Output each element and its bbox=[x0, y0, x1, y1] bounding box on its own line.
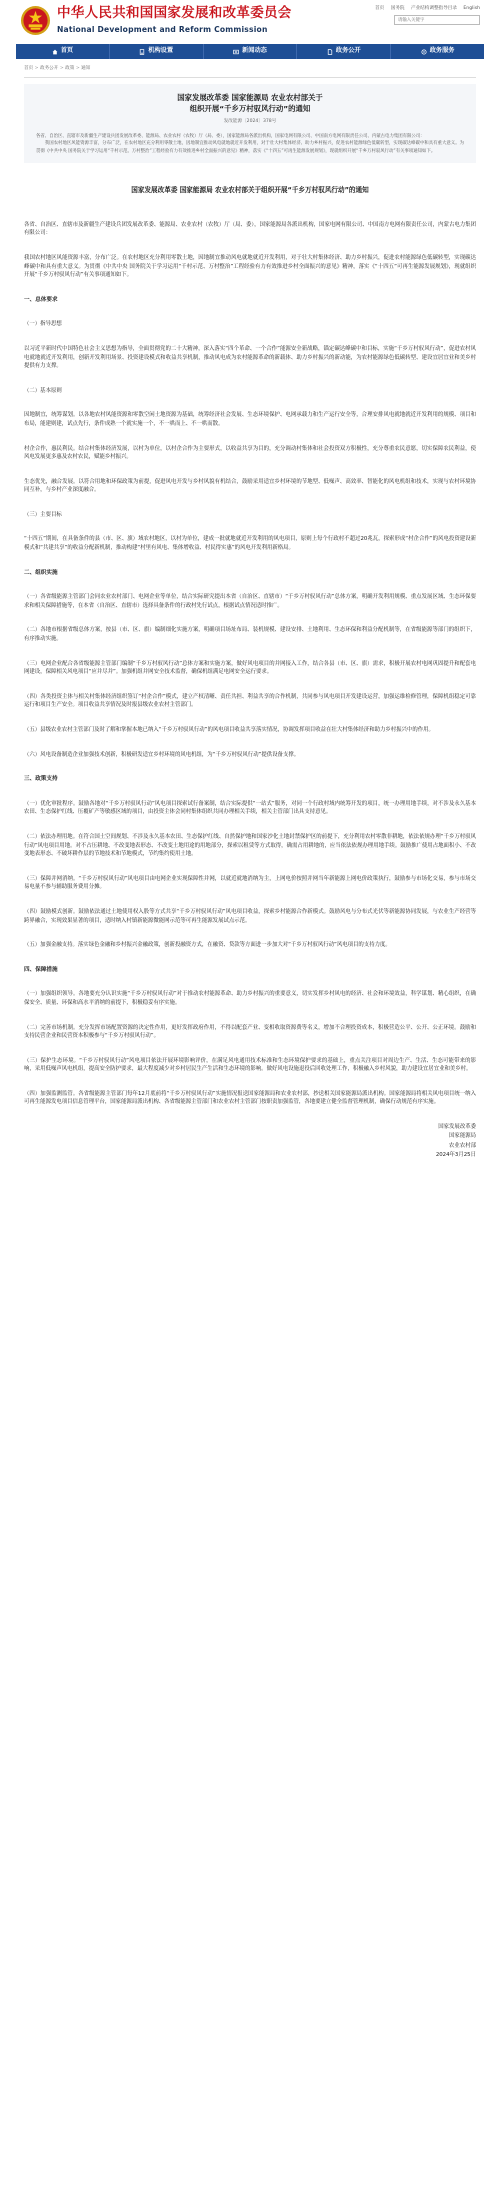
signature-date: 2024年3月25日 bbox=[435, 1152, 476, 1159]
nav-item-label: 机构设置 bbox=[148, 47, 174, 55]
summary-title-line: 国家发展改革委 国家能源局 农业农村部关于 bbox=[177, 92, 323, 102]
search-input[interactable] bbox=[394, 15, 480, 25]
subsection-heading: （一）指导思想 bbox=[24, 321, 62, 328]
nav-item-label: 政务公开 bbox=[335, 47, 361, 55]
service-icon bbox=[421, 49, 427, 55]
nav-item-gov-info[interactable] bbox=[297, 44, 391, 59]
article-paragraph: （二）完善市场机制。充分发挥市场配置资源的决定性作用，更好发挥政府作用，不得以配套产业、变相收取资源费等名义，增加不合理投资成本，积极营造公平、公开、公正环境。鼓励和支持民营企业和民营资本积极参与“千乡万村驭风行动”。 bbox=[24, 1024, 476, 1040]
top-link[interactable]: 首页 bbox=[375, 6, 385, 11]
article-paragraph: （四）加强监测监管。各省级能源主管部门每年12月底前将“千乡万村驭风行动”实施情况报送国家能源局和农业农村部，抄送相关国家能源局派出机构。国家能源局将相关风电项目统一纳入可再生能源发电项目信息管理平台，国家能源局派出机构、各省级能源主管部门和农业农村主管部门按职责加强监管，各地要建立健全监督管理机制，确保行动规范有序实施。 bbox=[24, 1090, 476, 1106]
site-header bbox=[0, 0, 500, 44]
section-heading: 三、政策支持 bbox=[24, 776, 58, 783]
national-emblem-icon[interactable] bbox=[20, 5, 51, 36]
subsection-heading: （三）主要目标 bbox=[24, 511, 62, 518]
nav-item-label: 首页 bbox=[60, 47, 74, 55]
nav-item-organization[interactable] bbox=[110, 44, 204, 59]
breadcrumb-item[interactable]: > 政策 bbox=[58, 66, 74, 71]
subsection-heading: （二）基本原则 bbox=[24, 387, 62, 394]
article-paragraph: （一）优化审批程序。鼓励各地对“千乡万村驭风行动”风电项目探索试行备案制，结合实际提供“一站式”服务，对同一个行政村域内统筹开发的项目，统一办理用地手续，对不涉及永久基本农田、生态保护红线、压覆矿产等敏感区域的项目，由投资主体会同村集体组织共同办理相关手续，相关主管部门出具支持意见。 bbox=[24, 800, 476, 816]
main-nav bbox=[16, 44, 484, 59]
article-salutation: 各省、自治区、直辖市及新疆生产建设兵团发展改革委、能源局、农业农村（农牧）厅（局、委），国家能源局各派出机构，国家电网有限公司、中国南方电网有限责任公司，内蒙古电力集团有限公司： bbox=[24, 221, 476, 237]
nav-item-label: 新闻动态 bbox=[242, 47, 267, 55]
top-link[interactable]: 国务院 bbox=[390, 6, 405, 11]
section-heading: 四、保障措施 bbox=[24, 966, 58, 973]
article-paragraph: （五）加强金融支持。落实绿色金融和乡村振兴金融政策，创新投融资方式，在融资、贷款等方面进一步加大对“千乡万村驭风行动”风电项目的支持力度。 bbox=[24, 942, 391, 949]
article-paragraph: （二）各地市根据省级总体方案，按县（市、区、旗）编制细化实施方案，明确项目场址布局、装机规模、建设安排、土地利用、生态环保和利益分配机制等，在省级能源等部门的组织下，有序推动实施。 bbox=[24, 627, 476, 643]
top-link[interactable]: English bbox=[463, 6, 480, 11]
nav-item-news[interactable] bbox=[204, 44, 298, 59]
article-paragraph: （二）依法办理用地。在符合国土空间规划、不涉及永久基本农田、生态保护红线、自然保护地和国家沙化土地封禁保护区的前提下，充分利用农村零散非耕地，依法依规办理“千乡万村驭风行动”风电项目用地。对不占压耕地、不改变地表形态、不改变土地用途的用地部分，探索以租赁等方式取得，确需占用耕地的，应当依法依规办理用地手续。鼓励推广使用占地面积小、不改变地表形态、不破坏耕作层的节地技术和节地模式，节约集约使用土地。 bbox=[24, 833, 476, 858]
nav-item-services[interactable] bbox=[391, 44, 484, 59]
building-icon bbox=[139, 49, 145, 55]
breadcrumb-item[interactable]: > 通知 bbox=[74, 66, 90, 71]
summary-title-line: 组织开展“千乡万村驭风行动”的通知 bbox=[189, 103, 311, 113]
article-paragraph: 以习近平新时代中国特色社会主义思想为指导，全面贯彻党的二十大精神，深入落实“四个革命、一个合作”能源安全新战略，锚定碳达峰碳中和目标，实施“千乡万村驭风行动”，促进农村风电就地就近开发利用，创新开发利用场景、投资建设模式和收益共享机制，推动风电成为农村能源革命的新载体、助力乡村振兴的新动能，为农村能源绿色低碳转型、建设宜居宜业和美乡村提供有力支撑。 bbox=[24, 345, 476, 370]
section-heading: 一、总体要求 bbox=[24, 296, 58, 303]
article-paragraph: 生态优先，融合发展。以符合用地和环保政策为前提，促进风电开发与乡村风貌有机结合，鼓励采用适宜乡村环境的节地型、低噪声、高效率、智能化的风电机组和技术，实现与农村环境协同互补，与乡村产业深度融合。 bbox=[24, 478, 476, 494]
signature-issuer: 国家能源局 bbox=[449, 1133, 476, 1140]
article-paragraph: （三）保障并网消纳。“千乡万村驭风行动”风电项目由电网企业实现保障性并网，以就近就地消纳为主，上网电价按照并网当年新能源上网电价政策执行，鼓励参与市场化交易，参与市场交易电量不参与辅助服务费用分摊。 bbox=[24, 875, 476, 891]
top-links bbox=[370, 5, 480, 14]
article-paragraph: （三）保护生态环境。“千乡万村驭风行动”风电项目依法开展环境影响评价，在满足风电通用技术标准和生态环境保护要求的基础上，重点关注项目对周边生产、生活、生态可能带来的影响，采用低噪声风电机组，提高安全防护要求，最大程度减少对乡村居民生产生活和生态环境的影响。做好风电设施退役后回收处理工作，积极融入乡村风貌，助力建设宜居宜业和美乡村。 bbox=[24, 1057, 476, 1073]
summary-box bbox=[24, 84, 476, 163]
article-paragraph: 村企合作，惠民利民。结合村集体经济发展，以村为单位，以村企合作为主要形式，以收益共享为目的，充分调动村集体和社会投资双方积极性，充分尊重农民意愿，切实保障农民利益，使风电发展更多惠及农村农民，赋能乡村振兴。 bbox=[24, 445, 476, 461]
article-paragraph: （四）鼓励模式创新。鼓励依法通过土地使用权入股等方式共享“千乡万村驭风行动”风电项目收益，探索乡村能源合作新模式。鼓励风电与分布式光伏等新能源协同发展，与农业生产经营等跨界融合，实现效果显著的项目，适时纳入村镇新能源微能网示范等可再生能源发展试点示范。 bbox=[24, 908, 476, 924]
section-heading: 二、组织实施 bbox=[24, 569, 58, 576]
breadcrumb-item[interactable]: > 政务公开 bbox=[33, 66, 58, 71]
site-title: 中华人民共和国国家发展和改革委员会 bbox=[57, 5, 292, 21]
home-icon bbox=[52, 49, 58, 55]
summary-title bbox=[36, 92, 464, 114]
document-icon bbox=[327, 49, 333, 55]
site-subtitle: National Development and Reform Commission bbox=[57, 25, 268, 34]
summary-doc-number: 发改能源〔2024〕378号 bbox=[223, 118, 277, 124]
summary-paragraph: 我国农村地区风能资源丰富，分布广泛，在农村地区充分利用零散土地，因地制宜推动风电就地就近开发利用，对于壮大村集体经济、助力乡村振兴，促进农村能源绿色低碳转型，实现碳达峰碳中和具有重大意义。为贯彻《中共中央 国务院关于学习运用“千村示范、万村整治”工程经验有力有效推进乡村全面振兴的意见》精神，落实《“十四五”可再生能源发展规划》，现就组织开展“千乡万村驭风行动”有关事项通知如下。 bbox=[36, 141, 464, 154]
breadcrumb-item[interactable]: 首页 bbox=[24, 66, 34, 71]
article-paragraph: （五）县级农业农村主管部门及时了解和掌握本地已纳入“千乡万村驭风行动”的风电项目收益共享落实情况，协调发挥项目收益在壮大村集体经济和助力乡村振兴中的作用。 bbox=[24, 727, 434, 734]
signature-issuer: 国家发展改革委 bbox=[438, 1124, 476, 1131]
article-paragraph: 我国农村地区风能资源丰富，分布广泛。在农村地区充分利用零散土地，因地制宜推动风电就地就近开发利用，对于壮大村集体经济、助力乡村振兴，促进农村能源绿色低碳转型，实现碳达峰碳中和具有重大意义。为贯彻《中共中央 国务院关于学习运用“千村示范、万村整治”工程经验有力有效推进乡村全面振兴的意见》精神，落实《“十四五”可再生能源发展规划》，现就组织开展“千乡万村驭风行动”有关事项通知如下。 bbox=[24, 254, 476, 279]
top-link[interactable]: 产业结构调整指导目录 bbox=[410, 6, 457, 11]
article-paragraph: 因地制宜，统筹谋划。以各地农村风能资源和零散空闲土地资源为基础，统筹经济社会发展、生态环境保护、电网承载力和生产运行安全等，合理安排风电就地就近开发利用的规模、项目和布局，能建则建，试点先行，条件成熟一个就实施一个，不一哄而上、不一哄而散。 bbox=[24, 412, 476, 427]
nav-item-label: 政务服务 bbox=[429, 47, 455, 55]
article-paragraph: （一）各省级能源主管部门会同农业农村部门、电网企业等单位，结合实际研究提出本省（自治区、直辖市）“千乡万村驭风行动”总体方案，明确开发利用规模、重点发展区域、生态环保要求和相关保障措施等，在本省（自治区、直辖市）选择具备条件的行政村先行试点，根据试点情况适时推广。 bbox=[24, 594, 476, 609]
article-paragraph: （一）加强组织领导。各地要充分认识实施“千乡万村驭风行动”对于推动农村能源革命、助力乡村振兴的重要意义，切实发挥乡村风电的经济、社会和环境效益，科学谋划、精心组织，在确保安全、质量、环保和高水平消纳的前提下，积极稳妥有序实施。 bbox=[24, 991, 476, 1006]
breadcrumb bbox=[24, 65, 476, 78]
article-paragraph: （四）各类投资主体与相关村集体经济组织签订“村企合作”模式，建立产权清晰、责任共担、利益共享的合作机制，共同参与风电项目开发建设运营，加强运维检修管理，保障机组稳定可靠运行和项目生产安全。项目收益共享情况及时报县级农业农村主管部门。 bbox=[24, 693, 476, 709]
article-body bbox=[24, 185, 476, 1161]
summary-paragraph: 各省、自治区、直辖市及新疆生产建设兵团发展改革委、能源局、农业农村（农牧）厅（局、委），国家能源局各派出机构，国家电网有限公司、中国南方电网有限责任公司、内蒙古电力集团有限公司： bbox=[36, 134, 425, 140]
news-icon bbox=[233, 49, 239, 55]
signature-block bbox=[24, 1123, 476, 1161]
article-paragraph: “十四五”期间，在具备条件的县（市、区、旗）域农村地区，以村为单位，建成一批就地就近开发利用的风电项目，原则上每个行政村不超过20兆瓦，探索形成“村企合作”的风电投资建设新模式和“共建共享”的收益分配新机制，推动构建“村里有风电、集体增收益、村民得实惠”的风电开发利用新格局。 bbox=[24, 536, 476, 552]
nav-item-home[interactable] bbox=[16, 44, 110, 59]
article-paragraph: （六）风电设备制造企业加强技术创新，积极研发适宜乡村环境的风电机组，为“千乡万村驭风行动”提供设备支撑。 bbox=[24, 751, 300, 758]
article-title: 国家发展改革委 国家能源局 农业农村部关于组织开展“千乡万村驭风行动”的通知 bbox=[131, 185, 369, 194]
signature-issuer: 农业农村部 bbox=[449, 1142, 476, 1149]
article-paragraph: （三）电网企业配合各省级能源主管部门编制“千乡万村驭风行动”总体方案和实施方案，做好风电项目的并网接入工作，结合各县（市、区、旗）需求，积极开展农村电网巩固提升和配套电网建设，保障相关风电项目“应并尽并”。加强机组并网安全技术监督，确保机组满足电网安全运行要求。 bbox=[24, 660, 476, 676]
